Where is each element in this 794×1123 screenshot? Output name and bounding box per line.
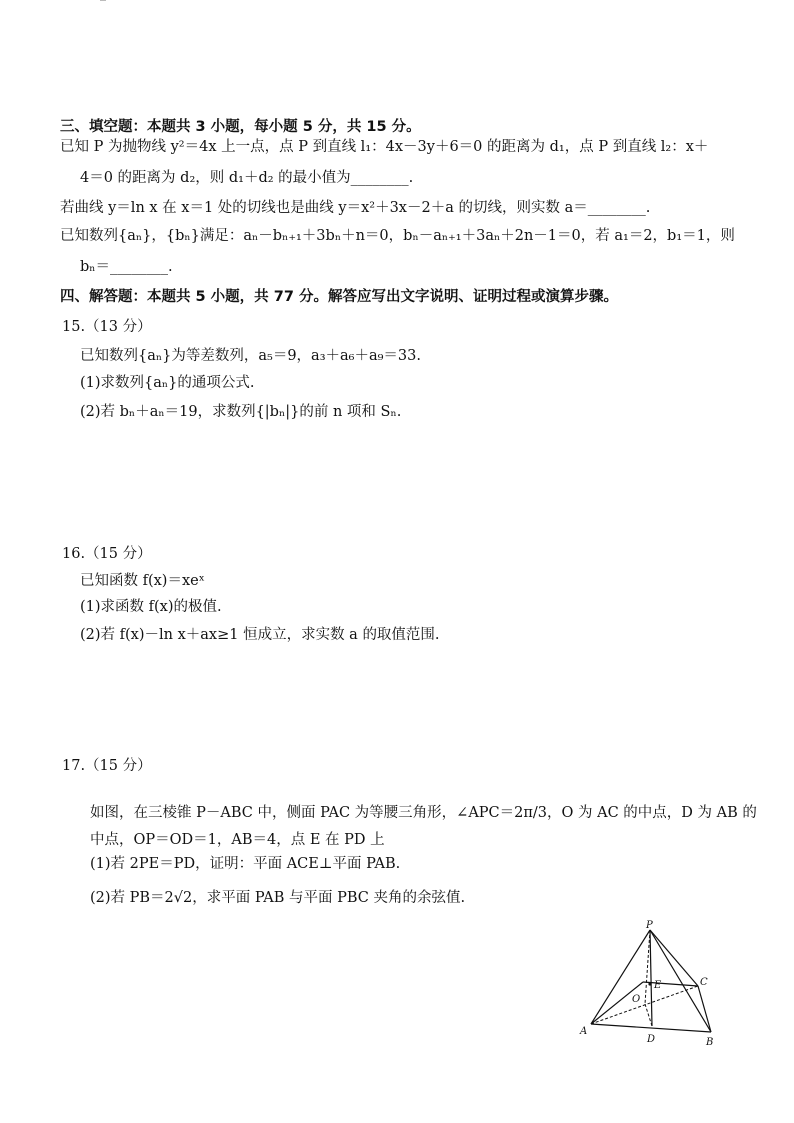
q15-title: 15.（13 分） (62, 319, 152, 335)
hidden-edge-AC (591, 986, 698, 1024)
label-D: D (647, 1034, 656, 1045)
q15-part-1: (1)求数列{aₙ}的通项公式. (80, 375, 255, 391)
edge-CB (698, 986, 711, 1032)
label-C: C (700, 977, 708, 988)
q15-stem: 已知数列{aₙ}为等差数列，a₅＝9，a₃＋a₆＋a₉＝33. (80, 348, 421, 364)
q16-title: 16.（15 分） (62, 546, 152, 562)
q17-stem-line-1: 如图，在三棱锥 P－ABC 中，侧面 PAC 为等腰三角形，∠APC＝2π/3，O 为 AC 的中点，D 为 AB 的 (90, 805, 757, 821)
q17-title: 17.（15 分） (62, 758, 152, 774)
label-A: A (580, 1026, 588, 1037)
tetrahedron-figure (575, 918, 735, 1050)
label-E: E (654, 980, 662, 991)
q14-line-1: 已知数列{aₙ}，{bₙ}满足：aₙ－bₙ₊₁＋3bₙ＋n＝0，bₙ－aₙ₊₁＋3aₙ＋2n－1＝0，若 a₁＝2，b₁＝1，则 (60, 228, 735, 244)
label-P: P (646, 920, 653, 931)
q16-part-1: (1)求函数 f(x)的极值. (80, 599, 222, 615)
q17-stem-line-2: 中点，OP＝OD＝1，AB＝4，点 E 在 PD 上 (90, 832, 385, 848)
label-B: B (706, 1037, 714, 1048)
point-E (648, 982, 651, 985)
q16-stem: 已知函数 f(x)＝xeˣ (80, 573, 205, 589)
hidden-segment-PO (645, 930, 650, 1004)
scan-mark (100, 0, 106, 5)
q16-part-2: (2)若 f(x)－ln x＋ax≥1 恒成立，求实数 a 的取值范围. (80, 627, 440, 643)
section-4-header: 四、解答题：本题共 5 小题，共 77 分。解答应写出文字说明、证明过程或演算步骤。 (60, 289, 618, 305)
edge-PC (650, 930, 698, 986)
edge-PA (591, 930, 650, 1024)
edge-AB (591, 1024, 711, 1032)
q15-part-2: (2)若 bₙ＋aₙ＝19，求数列{|bₙ|}的前 n 项和 Sₙ. (80, 404, 402, 420)
hidden-segment-OD (645, 1004, 652, 1026)
q13-line: 若曲线 y＝ln x 在 x＝1 处的切线也是曲线 y＝x²＋3x－2＋a 的切线，则实数 a＝________. (60, 200, 651, 216)
label-O: O (632, 994, 641, 1005)
q14-line-2: bₙ＝________. (80, 259, 173, 275)
section-3-header: 三、填空题：本题共 3 小题，每小题 5 分，共 15 分。 (60, 119, 421, 135)
q17-part-2: (2)若 PB＝2√2，求平面 PAB 与平面 PBC 夹角的余弦值. (90, 890, 466, 906)
q12-line-2: 4＝0 的距离为 d₂，则 d₁＋d₂ 的最小值为________. (80, 170, 414, 186)
q12-line-1: 已知 P 为抛物线 y²＝4x 上一点，点 P 到直线 l₁：4x－3y＋6＝0 的距离为 d₁，点 P 到直线 l₂：x＋ (60, 139, 709, 155)
q17-part-1: (1)若 2PE＝PD，证明：平面 ACE⊥平面 PAB. (90, 856, 401, 872)
segment-PD (650, 930, 652, 1026)
